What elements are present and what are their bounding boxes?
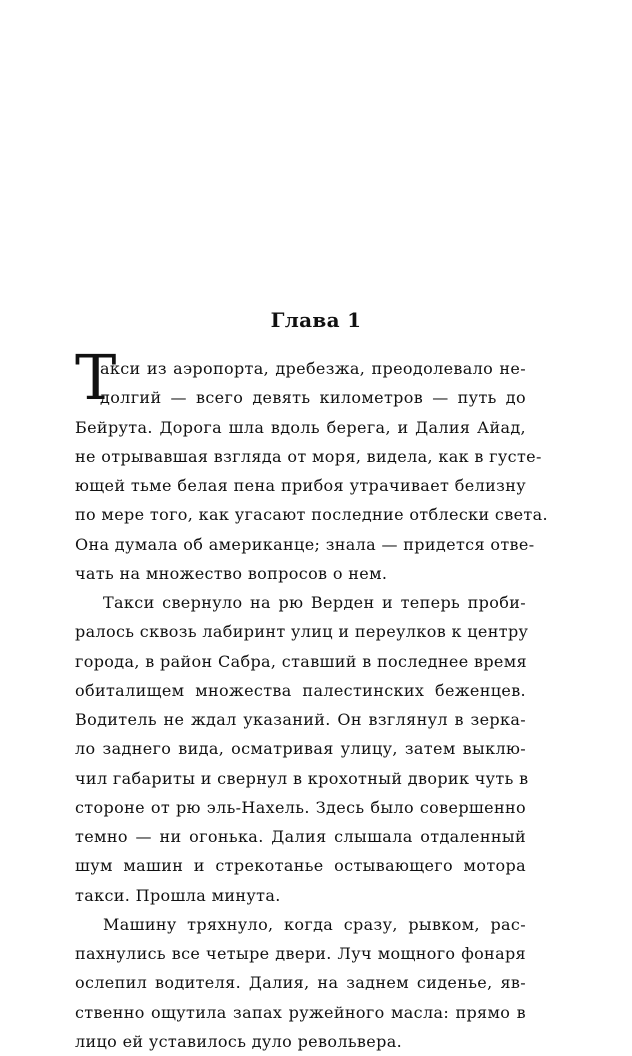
chapter-title: Глава 1 [270, 308, 362, 332]
text-line: лицо ей уставилось дуло револьвера. [75, 1031, 403, 1051]
text-line: Бейрута. Дорога шла вдоль берега, и Далия Айад, [75, 417, 526, 437]
text-line: чил габариты и свернул в крохотный дворик чуть в [75, 768, 529, 788]
text-line: акси из аэропорта, дребезжа, преодолевало не- [100, 359, 526, 378]
text-line: такси. Прошла минута. [75, 885, 281, 905]
text-line: обиталищем множества палестинских беженцев. [75, 680, 526, 700]
text-line: Водитель не ждал указаний. Он взглянул в зерка- [75, 710, 526, 729]
text-line: не отрывавшая взгляда от моря, видела, как в густе- [75, 446, 542, 466]
text-line: ослепил водителя. Далия, на заднем сиденье, яв- [75, 973, 526, 993]
text-line: ралось сквозь лабиринт улиц и переулков к центру [75, 622, 529, 642]
text-line: города, в район Сабра, ставший в последнее время [75, 651, 527, 671]
text-line: ющей тьме белая пена прибоя утрачивает белизну [75, 476, 526, 495]
text-line: ственно ощутила запах ружейного масла: прямо в [75, 1002, 526, 1022]
text-line: по мере того, как угасают последние отблески света. [75, 505, 548, 525]
text-line: шум машин и стрекотанье остывающего мотора [75, 856, 526, 876]
drop-cap: Т [75, 341, 117, 414]
text-line: ло заднего вида, осматривая улицу, затем выклю- [75, 739, 526, 759]
text-line: чать на множество вопросов о нем. [75, 563, 388, 583]
text-line: Машину тряхнуло, когда сразу, рывком, рас- [103, 914, 526, 934]
text-line: стороне от рю эль-Нахель. Здесь было совершенно [75, 797, 526, 817]
text-line: темно — ни огонька. Далия слышала отдаленный [75, 827, 526, 846]
text-line: Она думала об американце; знала — придется отве- [75, 534, 535, 554]
text-line: Такси свернуло на рю Верден и теперь проби- [103, 593, 526, 612]
chapter-text [75, 341, 548, 1056]
text-line: долгий — всего девять километров — путь до [100, 388, 526, 408]
text-line: пахнулись все четыре двери. Луч мощного фонаря [75, 944, 526, 963]
text-lines [75, 354, 548, 1056]
